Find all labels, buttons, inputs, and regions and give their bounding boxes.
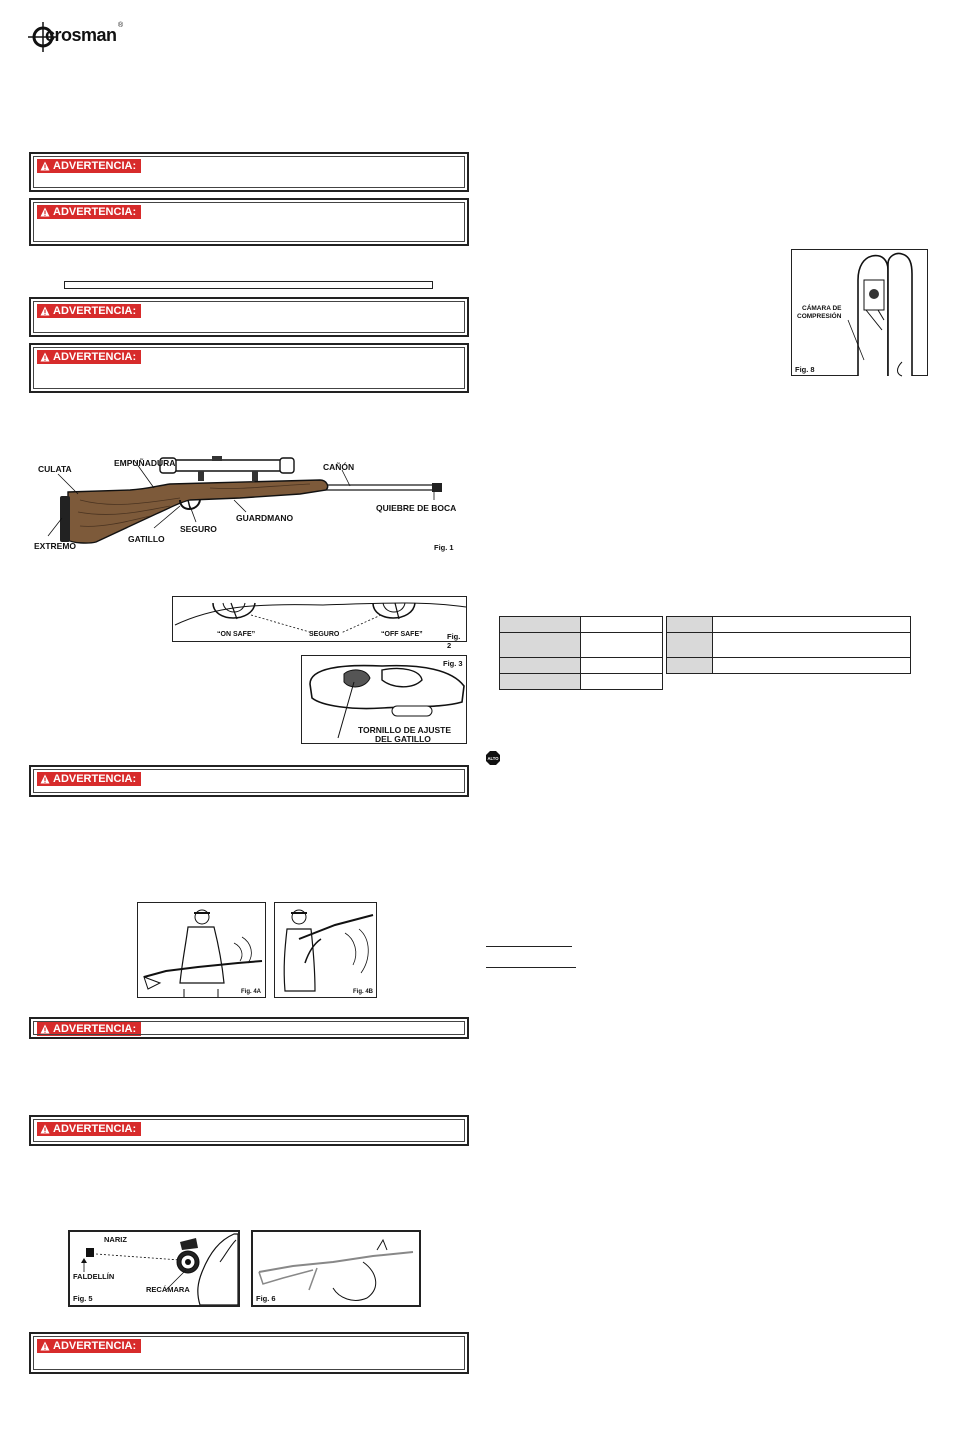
label-extremo: EXTREMO [34,541,77,551]
brand-name: crosman [45,25,117,45]
warning-triangle-icon [40,352,50,362]
warning-triangle-icon [40,1024,50,1034]
label-off-safe: “OFF SAFE” [381,631,423,638]
warning-triangle-icon [40,774,50,784]
warning-tag [37,304,141,318]
warning-tag [37,772,141,786]
label-guardamano: GUARDMANO [236,513,294,523]
table-cell [713,633,911,658]
warning-triangle-icon [40,1124,50,1134]
figure-number: Fig. 2 [447,632,461,650]
figure-number: Fig. 5 [73,1294,93,1303]
boxed-rule [64,281,433,289]
label-tornillo-line2: DEL GATILLO [375,734,431,744]
label-faldellin: FALDELLÍN [73,1272,115,1281]
figure-number: Fig. 8 [795,365,815,374]
warning-tag [37,159,141,173]
label-on-safe: “ON SAFE” [217,631,256,638]
warning-box [29,1115,469,1146]
warning-box [29,1332,469,1374]
label-quiebre-de-boca: QUIEBRE DE BOCA [376,503,457,513]
label-nariz: NARIZ [104,1235,127,1244]
warning-box [29,1017,469,1039]
underline-rule [486,967,576,968]
warning-box [29,152,469,192]
warning-label: ADVERTENCIA: [53,206,137,218]
figure-3-trigger-adjustment [301,655,467,744]
warning-label: ADVERTENCIA: [53,160,137,172]
figure-4a-cocking [137,902,266,998]
warning-box [29,198,469,246]
table-cell-header [500,674,581,690]
warning-label: ADVERTENCIA: [53,1123,137,1135]
label-seguro: SEGURO [180,524,217,534]
label-seguro: SEGURO [309,631,340,638]
table-cell-header [500,633,581,658]
figure-1-rifle [30,448,466,556]
figure-number: Fig. 1 [434,543,454,552]
stop-sign-icon [486,751,500,765]
warning-tag [37,205,141,219]
label-gatillo: GATILLO [128,534,165,544]
table-cell [713,658,911,674]
warning-label: ADVERTENCIA: [53,305,137,317]
label-culata: CULATA [38,464,72,474]
rifle-closing-illustration [253,1232,419,1305]
table-cell [581,617,663,633]
person-cocking-illustration [275,903,378,999]
figure-2-safety [172,596,467,650]
warning-label: ADVERTENCIA: [53,1340,137,1352]
underline-rule [486,946,572,947]
warning-tag [37,350,141,364]
rifle-illustration [30,448,466,556]
table-cell [713,617,911,633]
label-camara-line1: CÁMARA DE [802,305,842,312]
spec-table-right [666,616,911,674]
figure-number: Fig. 4B [353,989,374,995]
figure-number: Fig. 4A [241,989,262,995]
pellet-chamber-illustration [70,1232,238,1305]
table-cell-header [667,617,713,633]
table-cell-header [667,658,713,674]
warning-triangle-icon [40,1341,50,1351]
warning-box [29,343,469,393]
warning-label: ADVERTENCIA: [53,351,137,363]
warning-label: ADVERTENCIA: [53,1023,137,1035]
figure-8-compression-chamber [791,249,928,376]
figure-number: Fig. 6 [256,1294,276,1303]
figure-5-loading [68,1230,240,1307]
table-cell-header [500,658,581,674]
warning-tag [37,1022,141,1036]
stop-sign-text: ALTO [487,756,499,761]
label-camara-line2: COMPRESIÓN [797,313,842,320]
warning-box [29,765,469,797]
label-recamara: RECÁMARA [146,1285,190,1294]
person-cocking-illustration [138,903,267,999]
figure-4b-cocking [274,902,377,998]
registered-mark: ® [118,22,124,29]
warning-triangle-icon [40,306,50,316]
table-cell-header [667,633,713,658]
table-cell [581,633,663,658]
warning-triangle-icon [40,161,50,171]
label-canon: CAÑÓN [323,462,355,472]
warning-box [29,297,469,337]
crosman-logo [28,20,138,54]
label-empunadura: EMPUÑADURA [114,458,176,468]
figure-6-closing [251,1230,421,1307]
table-cell [581,658,663,674]
figure-number: Fig. 3 [443,659,463,668]
label-tornillo-line1: TORNILLO DE AJUSTE [358,725,452,735]
warning-tag [37,1122,141,1136]
table-cell-header [500,617,581,633]
warning-label: ADVERTENCIA: [53,773,137,785]
table-cell [581,674,663,690]
warning-triangle-icon [40,207,50,217]
warning-tag [37,1339,141,1353]
spec-table-left [499,616,663,690]
